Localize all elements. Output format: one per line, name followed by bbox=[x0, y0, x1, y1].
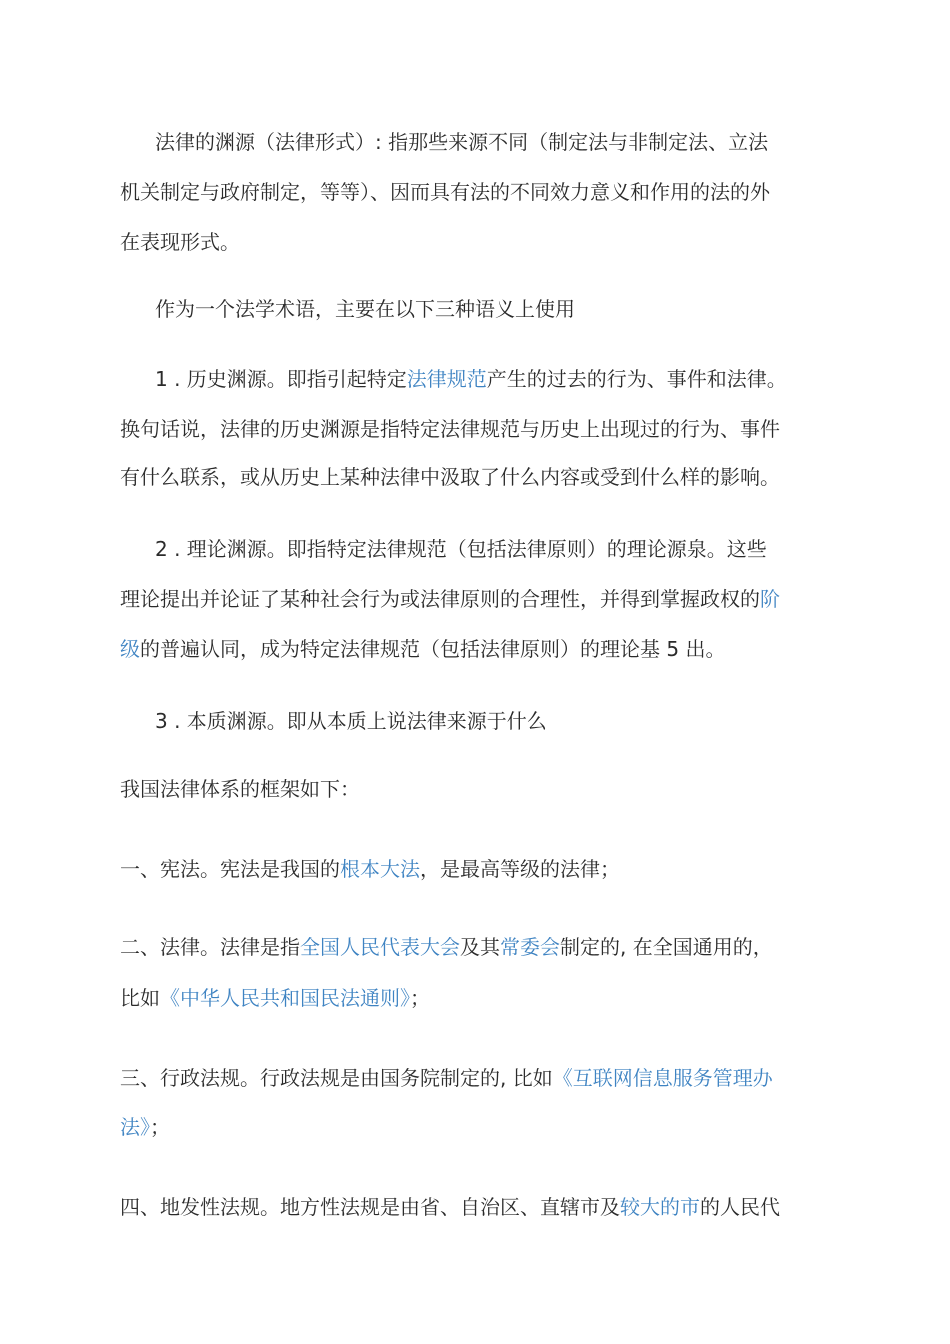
paragraph-1-line-3: 在表现形式。 bbox=[120, 230, 240, 254]
text-segment: 比如 bbox=[120, 986, 160, 1010]
paragraph-7-line-1 bbox=[120, 856, 840, 882]
link-internet-info-regulation-part-2[interactable]: 法》 bbox=[120, 1115, 150, 1139]
text-segment: 二、法律。法律是指 bbox=[120, 935, 300, 959]
text-segment: 及其 bbox=[460, 935, 500, 959]
link-larger-city[interactable]: 较大的市 bbox=[620, 1195, 700, 1219]
text-segment: 四、地发性法规。地方性法规是由省、自治区、直辖市及 bbox=[120, 1195, 620, 1219]
paragraph-5-line-1: 3 . 本质渊源。即从本质上说法律来源于什么 bbox=[155, 709, 547, 733]
paragraph-1-line-2: 机关制定与政府制定，等等）、因而具有法的不同效力意义和作用的法的外 bbox=[120, 180, 770, 204]
paragraph-3-line-1 bbox=[155, 366, 875, 392]
paragraph-2-line-1: 作为一个法学术语，主要在以下三种语义上使用 bbox=[155, 297, 575, 321]
paragraph-10-line-1 bbox=[120, 1194, 840, 1220]
text-segment: 的普遍认同，成为特定法律规范（包括法律原则）的理论基 5 出。 bbox=[140, 637, 726, 661]
text-segment: ； bbox=[410, 986, 430, 1010]
text-segment: ，是最高等级的法律； bbox=[420, 857, 620, 881]
link-legal-norm[interactable]: 法律规范 bbox=[406, 367, 487, 391]
text-segment: 1 . 历史渊源。即指引起特定 bbox=[155, 367, 407, 391]
text-segment: ； bbox=[150, 1115, 170, 1139]
paragraph-6-line-1: 我国法律体系的框架如下： bbox=[120, 777, 360, 801]
paragraph-8-line-1 bbox=[120, 934, 840, 960]
link-class-part-2[interactable]: 级 bbox=[120, 637, 140, 661]
paragraph-9-line-2 bbox=[120, 1114, 840, 1140]
paragraph-3-line-3: 有什么联系，或从历史上某种法律中汲取了什么内容或受到什么样的影响。 bbox=[120, 465, 780, 489]
link-standing-committee[interactable]: 常委会 bbox=[500, 935, 560, 959]
link-fundamental-law[interactable]: 根本大法 bbox=[340, 857, 420, 881]
link-npc[interactable]: 全国人民代表大会 bbox=[300, 935, 460, 959]
paragraph-3-line-2: 换句话说，法律的历史渊源是指特定法律规范与历史上出现过的行为、事件 bbox=[120, 417, 780, 441]
text-segment: 三、行政法规。行政法规是由国务院制定的, 比如 bbox=[120, 1066, 553, 1090]
paragraph-8-line-2 bbox=[120, 985, 840, 1011]
text-segment: 的人民代 bbox=[700, 1195, 780, 1219]
text-segment: 产生的过去的行为、事件和法律。 bbox=[486, 367, 787, 391]
paragraph-1-line-1: 法律的渊源（法律形式）: 指那些来源不同（制定法与非制定法、立法 bbox=[155, 130, 769, 154]
paragraph-4-line-1: 2 . 理论渊源。即指特定法律规范（包括法律原则）的理论源泉。这些 bbox=[155, 537, 767, 561]
link-internet-info-regulation-part-1[interactable]: 《互联网信息服务管理办 bbox=[552, 1066, 773, 1090]
paragraph-9-line-1 bbox=[120, 1065, 840, 1091]
text-segment: 一、宪法。宪法是我国的 bbox=[120, 857, 340, 881]
link-civil-law-principles[interactable]: 《中华人民共和国民法通则》 bbox=[160, 986, 410, 1010]
text-segment: 制定的, 在全国通用的， bbox=[560, 935, 773, 959]
text-segment: 理论提出并论证了某种社会行为或法律原则的合理性，并得到掌握政权的 bbox=[120, 587, 760, 611]
paragraph-4-line-3 bbox=[120, 636, 840, 662]
link-class-part-1[interactable]: 阶 bbox=[760, 587, 780, 611]
paragraph-4-line-2 bbox=[120, 586, 840, 612]
